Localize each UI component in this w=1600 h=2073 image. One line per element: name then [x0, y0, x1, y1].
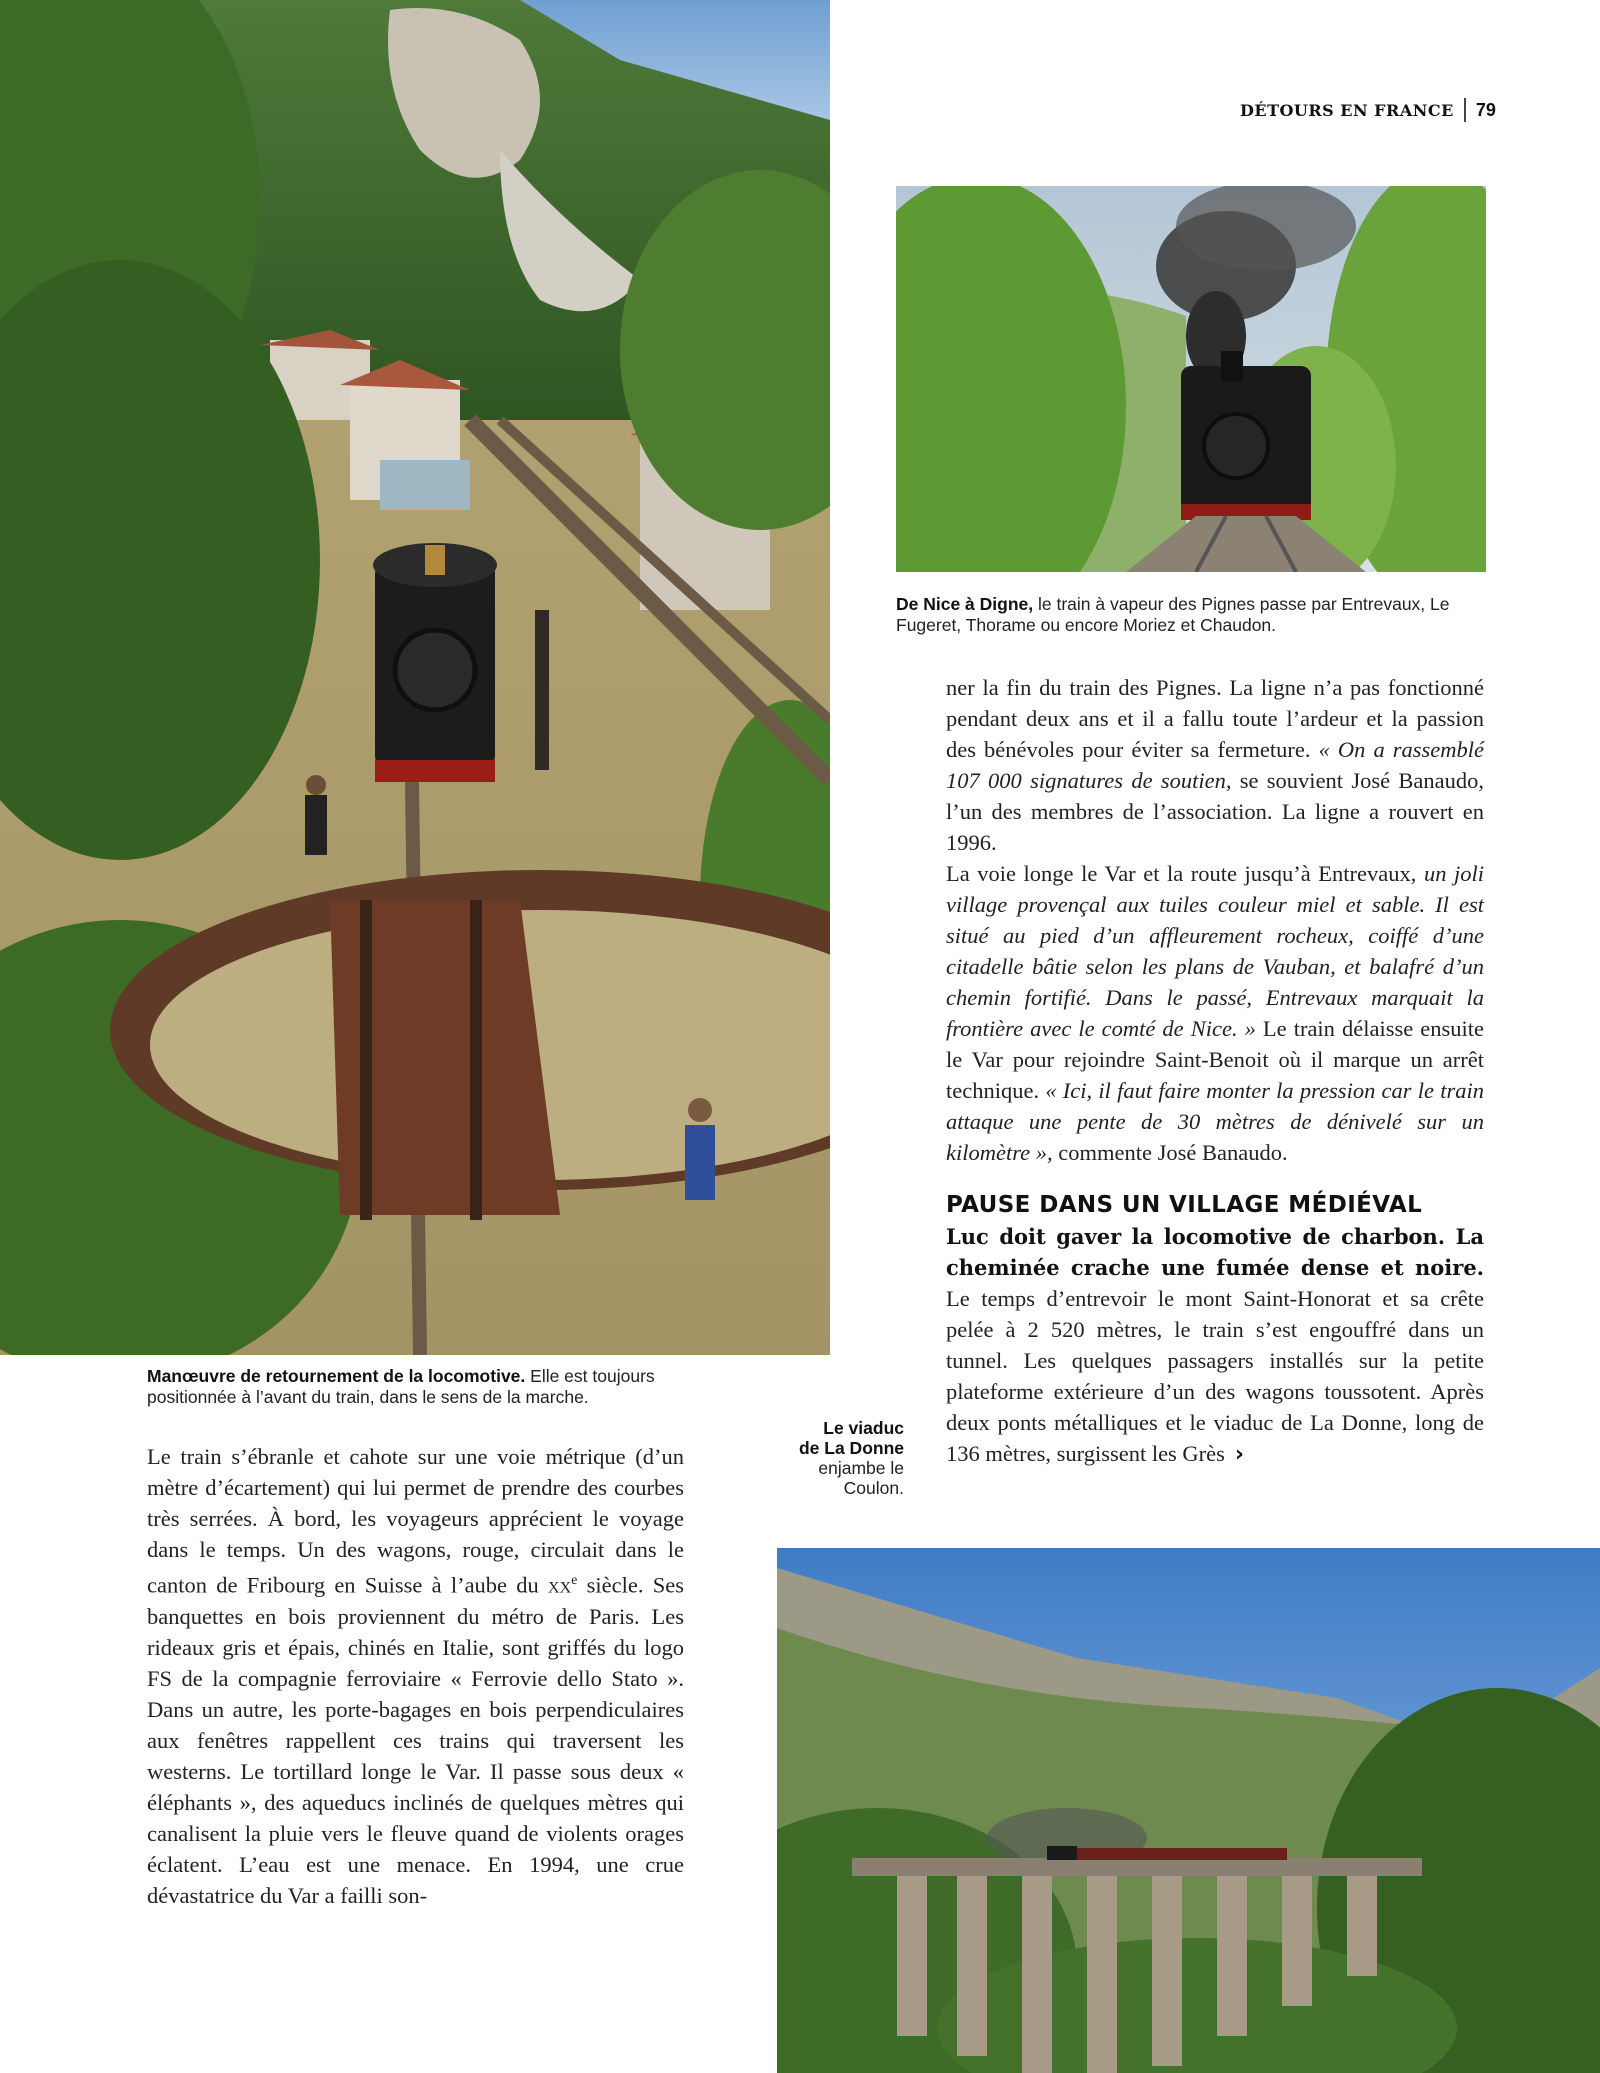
caption-steam-train-bold: De Nice à Digne, — [896, 594, 1034, 614]
header-divider — [1464, 98, 1466, 122]
steam-train-photo — [896, 186, 1486, 572]
caption-turntable-bold: Manœuvre de retournement de la locomotive. — [147, 1366, 526, 1386]
text-run: se souvient José Banaudo, l’un des membres de l’association. La ligne a rouvert en 1996. — [946, 768, 1484, 855]
quote-text: « On a rassemblé 107 000 signatures de soutien, — [946, 737, 1484, 793]
text-run: Le train délaisse ensuite le Var pour rejoindre Saint-Benoit où il marque un arrêt technique. — [946, 1016, 1484, 1103]
caption-viaduct-text-1: enjambe le — [818, 1458, 904, 1478]
continue-arrow-icon: › — [1234, 1442, 1244, 1467]
century-numeral: xx — [548, 1572, 572, 1598]
caption-viaduct-bold-1: Le viaduc — [823, 1418, 904, 1438]
article-left-column — [147, 1441, 684, 1911]
paragraph — [946, 858, 1484, 1168]
text-run: La voie longe le Var et la route jusqu’à Entrevaux, — [946, 861, 1424, 886]
section-title: DÉTOURS EN FRANCE — [1240, 100, 1454, 120]
quote-text: « Ici, il faut faire monter la pression car le train attaque une pente de 30 mètres de dénivelé sur un kilomètre », — [946, 1078, 1484, 1165]
caption-steam-train-text: le train à vapeur des Pignes passe par Entrevaux, Le Fugeret, Thorame ou encore Moriez et Chaudon. — [896, 594, 1450, 635]
text-run: commente José Banaudo. — [1052, 1140, 1288, 1165]
viaduct-photo — [777, 1548, 1600, 2073]
text-run: Le train s’ébranle et cahote sur une voie métrique (d’un mètre d’écartement) qui lui permet de prendre des courbes très serrées. À bord, les voyageurs apprécient le voyage dans le temps. Un des wagons, rouge, circulait dans le canton de Fribourg en Suisse à l’aube du — [147, 1444, 684, 1598]
text-run: Le temps d’entrevoir le mont Saint-Honorat et sa crête pelée à 2 520 mètres, le train s’est engouffré dans un tunnel. Les quelques passagers installés sur la petite plateforme extérieure d’un des wagons toussotent. Après deux ponts métalliques et le viaduc de La Donne, long de 136 mètres, surgissent les Grès — [946, 1286, 1484, 1466]
caption-turntable — [147, 1366, 747, 1408]
text-run: ner la fin du train des Pignes. La ligne n’a pas fonctionné pendant deux ans et il a fallu toute l’ardeur et la passion des bénévoles pour éviter sa fermeture. — [946, 675, 1484, 762]
section-heading: PAUSE DANS UN VILLAGE MÉDIÉVAL — [946, 1192, 1423, 1218]
turntable-photo — [0, 0, 830, 1355]
paragraph — [946, 1221, 1484, 1470]
quote-text: un joli village provençal aux tuiles couleur miel et sable. Il est situé au pied d’un affleurement rocheux, coiffé d’une citadelle bâtie selon les plans de Vauban, et balafré d’un chemin fortifié. Dans le passé, Entrevaux marquait la frontière avec le comté de Nice. » — [946, 861, 1484, 1041]
caption-steam-train — [896, 594, 1496, 636]
page-number: 79 — [1475, 99, 1496, 120]
caption-viaduct-text-2: Coulon. — [843, 1478, 904, 1498]
century-superscript: e — [571, 1573, 578, 1588]
lead-text: Luc doit gaver la locomotive de charbon. La cheminée crache une fumée dense et noire. — [946, 1224, 1484, 1280]
running-head — [1240, 96, 1496, 124]
caption-viaduct-bold-2: de La Donne — [798, 1438, 904, 1458]
article-right-column — [946, 672, 1484, 1470]
text-run: siècle. Ses banquettes en bois proviennent du métro de Paris. Les rideaux gris et épais, chinés en Italie, sont griffés du logo FS de la compagnie ferroviaire « Ferrovie dello Stato ». Dans un autre, les porte-bagages en bois perpendiculaires aux fenêtres rappellent ces trains qui traversent les westerns. Le tortillard longe le Var. Il passe sous deux « éléphants », des aqueducs inclinés de quelques mètres qui canalisent la pluie vers le fleuve quand de violents orages éclatent. L’eau est une menace. En 1994, une crue dévastatrice du Var a failli son- — [147, 1572, 684, 1908]
paragraph — [147, 1441, 684, 1911]
paragraph — [946, 672, 1484, 858]
caption-turntable-text: Elle est toujours positionnée à l’avant du train, dans le sens de la marche. — [147, 1366, 655, 1407]
caption-viaduct — [760, 1418, 904, 1498]
